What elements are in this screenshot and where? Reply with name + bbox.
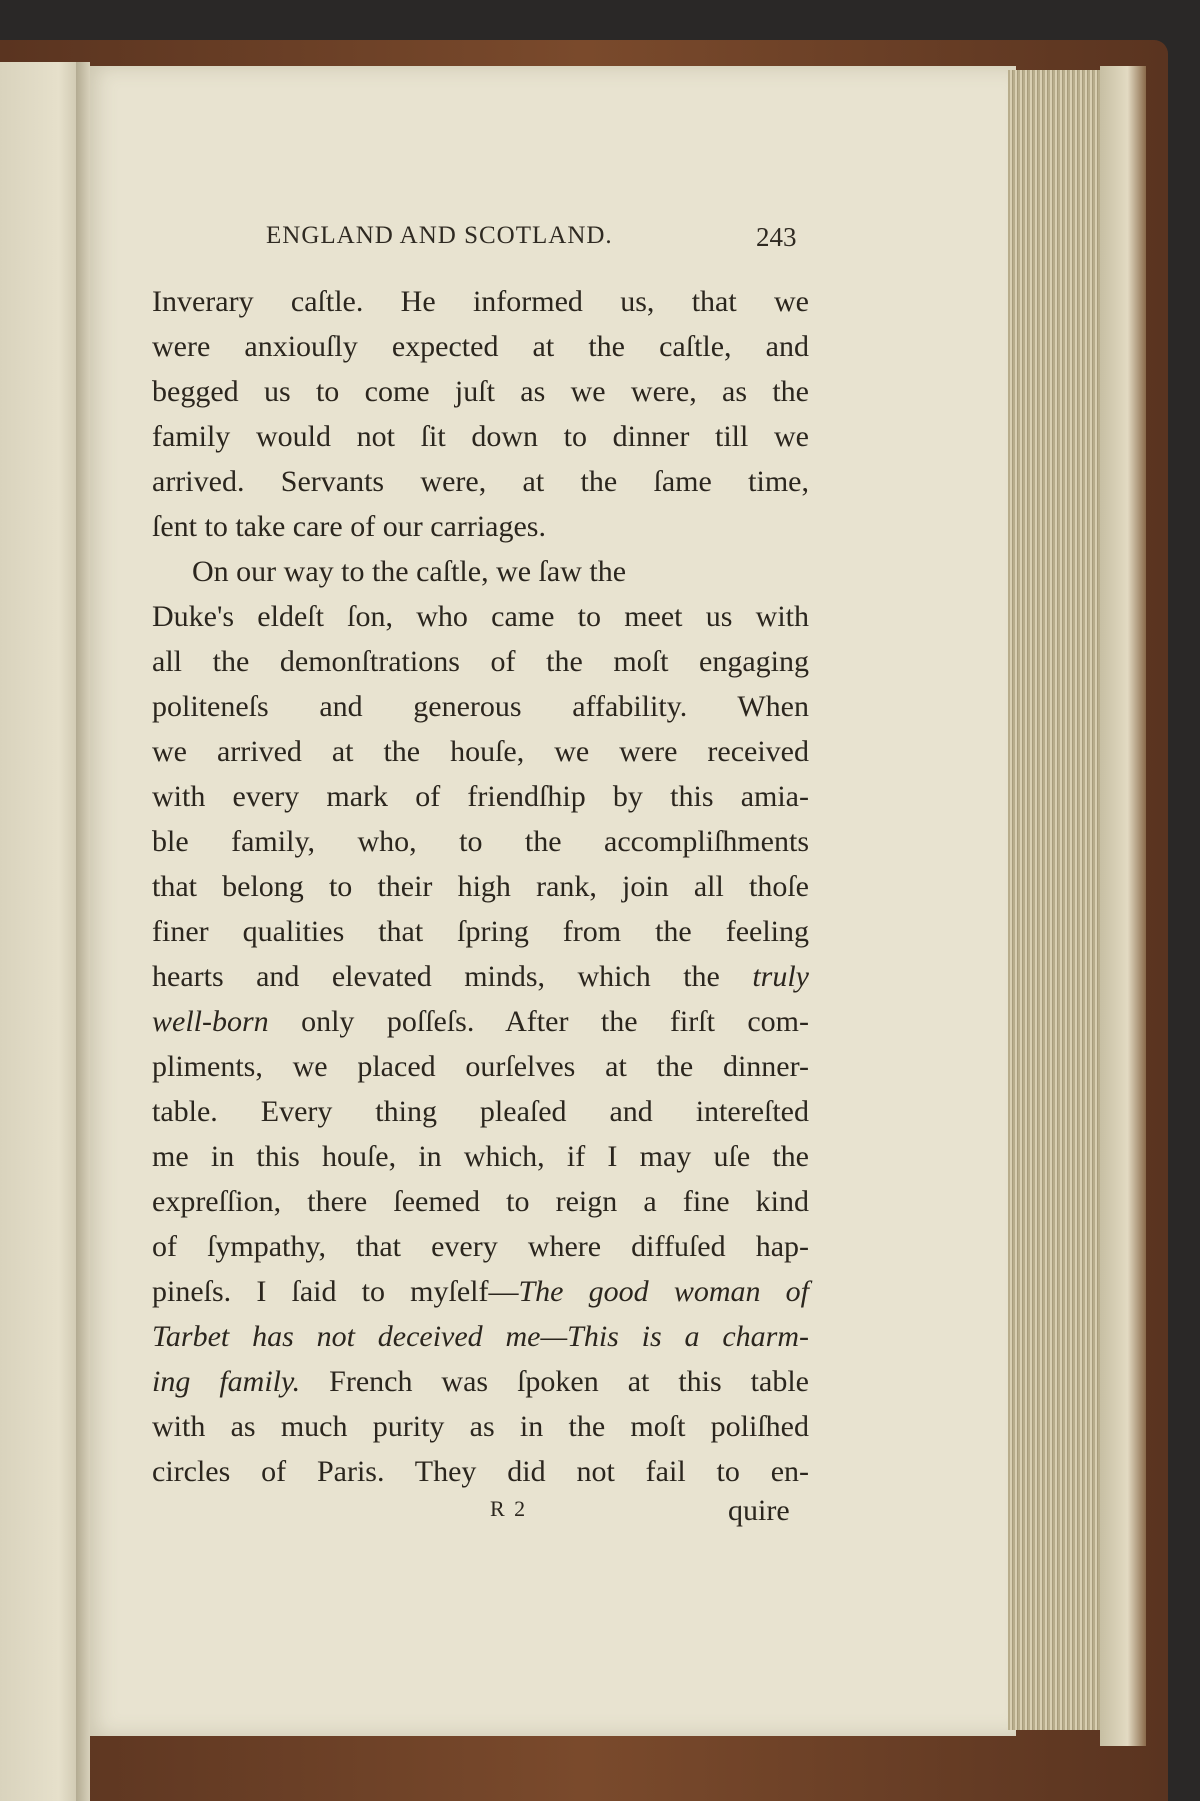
text-line: [152, 909, 809, 954]
signature-mark: R 2: [490, 1496, 528, 1521]
text-line: [152, 504, 809, 549]
italic-text: The good woman of: [518, 1275, 809, 1308]
text-segment: were anxiouſly expected at the caſtle, and: [152, 330, 809, 363]
text-line: [152, 1314, 809, 1359]
text-segment: with as much purity as in the moſt poliſhed: [152, 1410, 809, 1443]
text-line: [152, 459, 809, 504]
catchword: quire: [728, 1494, 790, 1527]
text-segment: On our way to the caſtle, we ſaw the: [192, 555, 627, 588]
text-segment: table. Every thing pleaſed and intereſted: [152, 1095, 809, 1128]
text-segment: of ſympathy, that every where diffuſed hap-: [152, 1230, 809, 1263]
running-head: ENGLAND AND SCOTLAND.: [266, 222, 613, 249]
text-segment: ble family, who, to the accompliſhments: [152, 825, 809, 858]
text-line: [152, 1359, 809, 1404]
text-line: [152, 1449, 809, 1494]
text-segment: finer qualities that ſpring from the feeling: [152, 915, 809, 948]
text-segment: hearts and elevated minds, which the: [152, 960, 753, 993]
text-line: [152, 549, 809, 594]
text-line: [152, 684, 809, 729]
text-line: [152, 819, 809, 864]
text-segment: French was ſpoken at this table: [300, 1365, 809, 1398]
text-line: [152, 324, 809, 369]
text-segment: me in this houſe, in which, if I may uſe the: [152, 1140, 809, 1173]
text-line: [152, 1044, 809, 1089]
text-line: [152, 1179, 809, 1224]
text-line: [152, 639, 809, 684]
text-segment: circles of Paris. They did not fail to en-: [152, 1455, 809, 1488]
page-edges: [1008, 70, 1100, 1730]
text-line: [152, 1269, 809, 1314]
text-line: [152, 1224, 809, 1269]
text-line: [152, 999, 809, 1044]
text-line: [152, 414, 809, 459]
text-segment: pliments, we placed ourſelves at the dinner-: [152, 1050, 809, 1083]
italic-text: truly: [752, 960, 809, 993]
text-segment: family would not ſit down to dinner till we: [152, 420, 809, 453]
text-segment: arrived. Servants were, at the ſame time,: [152, 465, 809, 498]
text-segment: all the demonſtrations of the moſt engaging: [152, 645, 809, 678]
text-line: [152, 729, 809, 774]
book-edge: [1100, 66, 1146, 1746]
text-line: [152, 864, 809, 909]
text-line: [152, 594, 809, 639]
text-segment: ſent to take care of our carriages.: [152, 510, 546, 543]
text-segment: Duke's eldeſt ſon, who came to meet us with: [152, 600, 809, 633]
italic-text: Tarbet has not deceived me—This is a charm-: [152, 1320, 809, 1353]
text-line: [152, 1089, 809, 1134]
text-segment: Inverary caſtle. He informed us, that we: [152, 285, 809, 318]
text-segment: politeneſs and generous affability. When: [152, 690, 809, 723]
italic-text: well-born: [152, 1005, 269, 1038]
text-segment: only poſſeſs. After the firſt com-: [268, 1005, 809, 1038]
italic-text: ing family.: [152, 1365, 301, 1398]
text-line: [152, 1134, 809, 1179]
text-line: [152, 1404, 809, 1449]
text-segment: we arrived at the houſe, we were received: [152, 735, 809, 768]
text-segment: pineſs. I ſaid to myſelf—: [152, 1275, 519, 1308]
text-segment: with every mark of friendſhip by this amia-: [152, 780, 809, 813]
text-segment: begged us to come juſt as we were, as the: [152, 375, 809, 408]
text-line: [152, 279, 809, 324]
text-line: [152, 774, 809, 819]
left-page: [0, 62, 84, 1801]
gutter: [76, 62, 90, 1801]
text-line: [152, 369, 809, 414]
page-number: 243: [756, 222, 797, 252]
text-segment: expreſſion, there ſeemed to reign a fine kind: [152, 1185, 809, 1218]
text-line: [152, 954, 809, 999]
text-segment: that belong to their high rank, join all thoſe: [152, 870, 809, 903]
